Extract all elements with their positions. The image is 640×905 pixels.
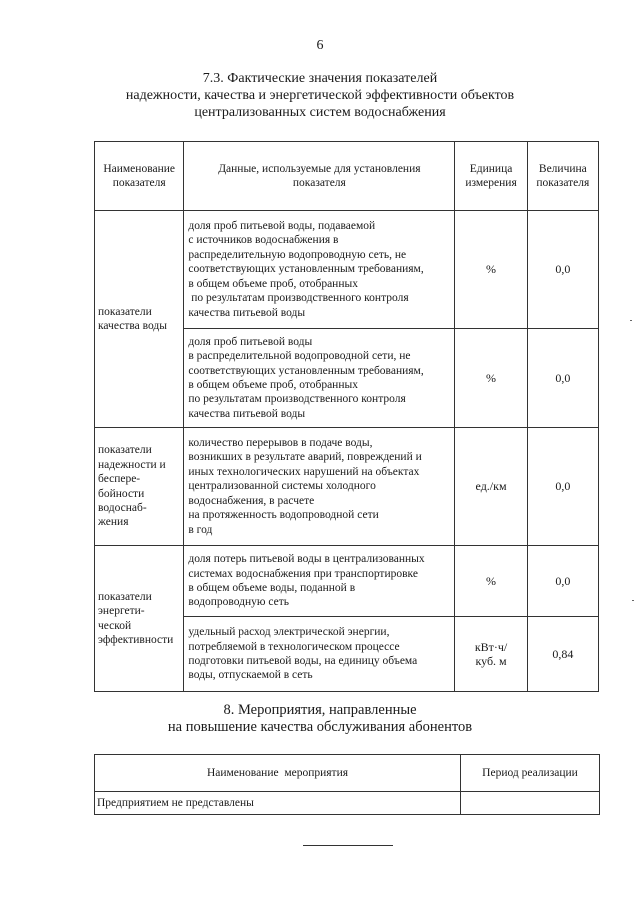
measure-name: Предприятием не представлены <box>95 792 461 815</box>
row-unit: ед./км <box>455 428 527 546</box>
indicators-table-header-row <box>95 142 599 211</box>
row-description: доля потерь питьевой воды в централизованных системах водоснабжения при транспортировке в общем объеме воды, поданной в водопроводную сеть <box>184 546 455 617</box>
row-unit: % <box>455 546 527 617</box>
row-unit: кВт·ч/ куб. м <box>455 617 527 692</box>
row-value: 0,0 <box>527 428 598 546</box>
row-description: доля проб питьевой воды, подаваемой с источников водоснабжения в распределительную водопроводную сеть, не соответствующих установленным требованиям, в общем объеме проб, отобранных по результатам производственного контроля качества питьевой воды <box>184 211 455 329</box>
header-data-used: Данные, используемые для установления показателя <box>184 142 455 211</box>
row-description: доля проб питьевой воды в распределительной водопроводной сети, не соответствующих установленным требованиям, в общем объеме проб, отобранных по результатам производственного контроля качества питьевой воды <box>184 329 455 428</box>
group-name-water-quality: показатели качества воды <box>95 211 184 428</box>
section-7-3-title-line: надежности, качества и энергетической эффективности объектов <box>125 88 515 103</box>
row-description: удельный расход электрической энергии, потребляемой в технологическом процессе подготовки питьевой воды, на единицу объема воды, отпускаемой в сеть <box>184 617 455 692</box>
header-indicator-name: Наименование показателя <box>95 142 184 211</box>
page-number: 6 <box>316 38 324 53</box>
group-name-reliability: показатели надежности и беспере- бойности водоснаб- жения <box>95 428 184 546</box>
section-8-title <box>0 702 640 736</box>
section-7-3-title <box>0 70 640 121</box>
measure-period <box>461 792 600 815</box>
row-description: количество перерывов в подаче воды, возникших в результате аварий, повреждений и иных технологических нарушений на объектах централизованной системы холодного водоснабжения, в расчете на протяженность водопроводной сети в год <box>184 428 455 546</box>
row-value: 0,84 <box>527 617 598 692</box>
footer-rule <box>303 845 393 846</box>
table-row <box>95 428 599 546</box>
section-7-3-title-line: централизованных систем водоснабжения <box>194 105 446 120</box>
scan-mark <box>632 600 634 601</box>
header-unit: Единица измерения <box>455 142 527 211</box>
measures-table-header-row <box>95 755 600 792</box>
row-unit: % <box>455 329 527 428</box>
measures-table <box>94 754 600 815</box>
section-8-title-line: на повышение качества обслуживания абонентов <box>167 719 473 735</box>
section-7-3-title-line: 7.3. Фактические значения показателей <box>202 71 438 86</box>
header-period: Период реализации <box>461 755 600 792</box>
header-measure-name: Наименование мероприятия <box>95 755 461 792</box>
indicators-table <box>94 141 599 692</box>
table-row <box>95 792 600 815</box>
scan-mark <box>630 320 632 321</box>
section-8-title-line: 8. Мероприятия, направленные <box>223 702 417 718</box>
header-value: Величина показателя <box>527 142 598 211</box>
row-unit: % <box>455 211 527 329</box>
group-name-energy-efficiency: показатели энергети- ческой эффективности <box>95 546 184 692</box>
table-row <box>95 546 599 617</box>
row-value: 0,0 <box>527 211 598 329</box>
table-row <box>95 211 599 329</box>
row-value: 0,0 <box>527 329 598 428</box>
row-value: 0,0 <box>527 546 598 617</box>
